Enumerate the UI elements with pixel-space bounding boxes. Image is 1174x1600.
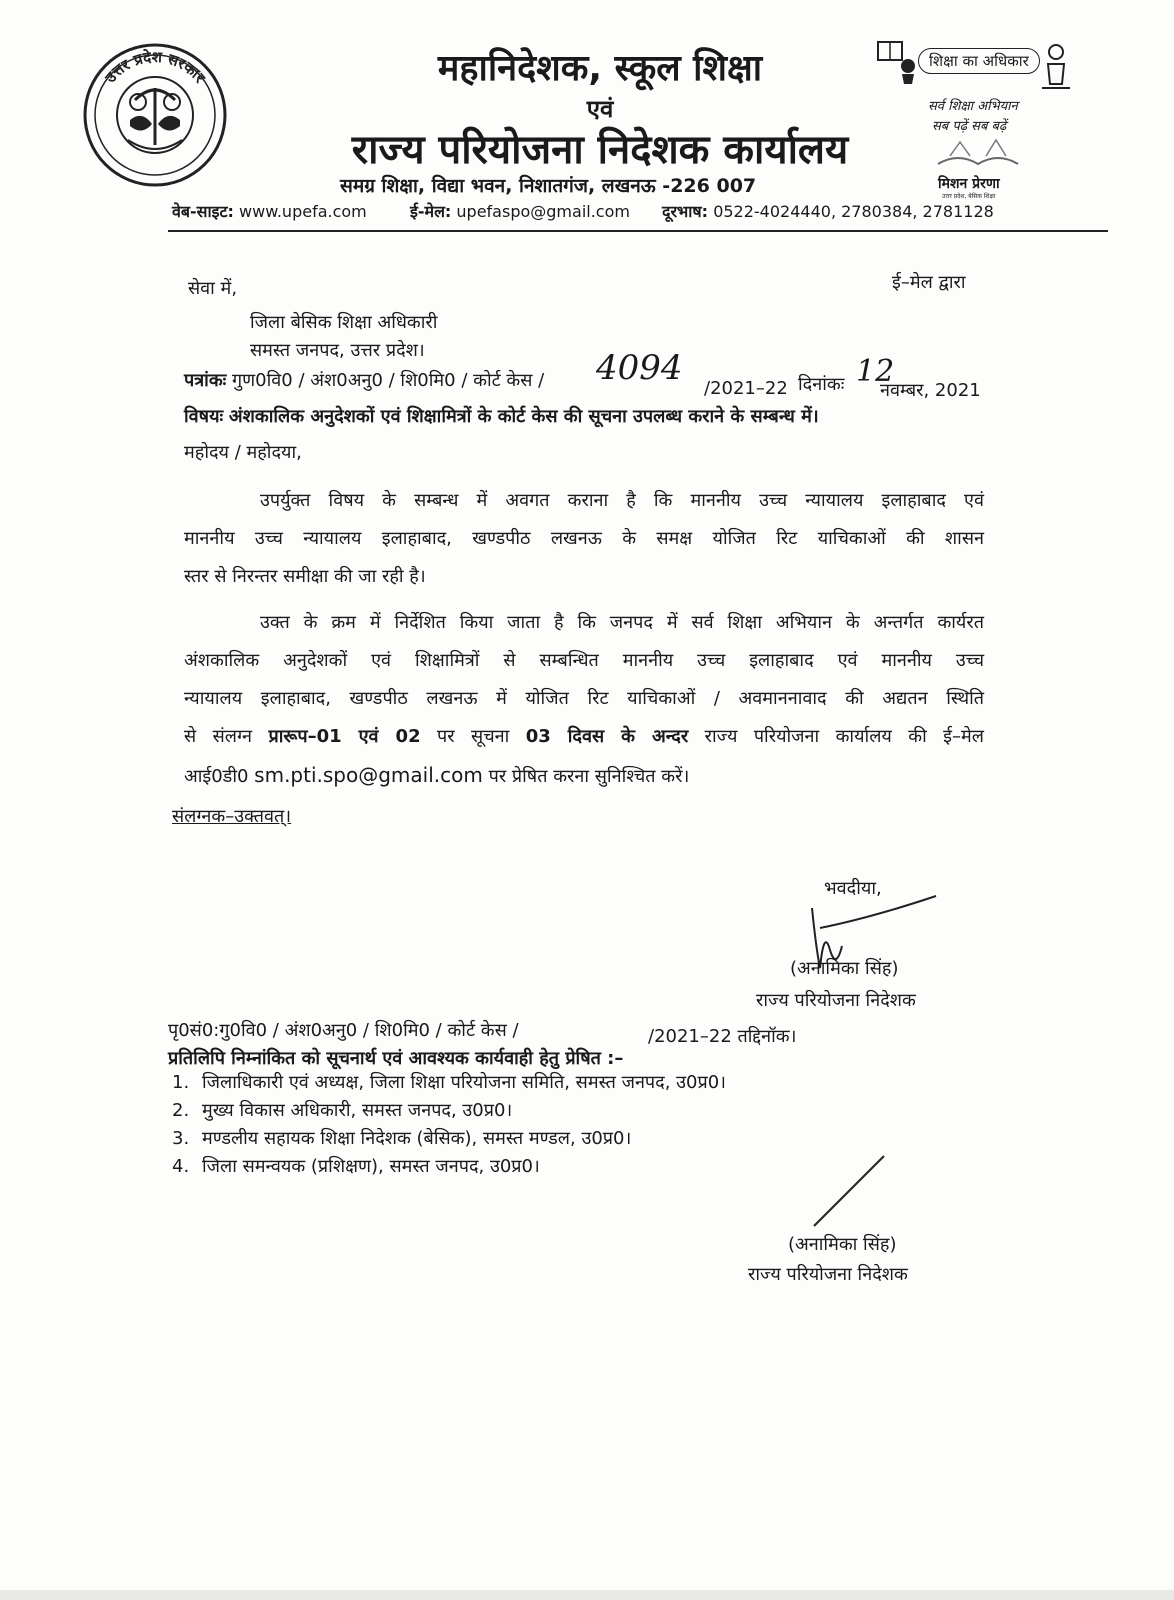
list-item — [172, 1070, 726, 1098]
phone-number: 0522-4024440, 2780384, 2781128 — [713, 202, 994, 221]
submission-email-link[interactable]: sm.pti.spo@gmail.com — [254, 763, 483, 787]
para2-line4-c: पर सूचना — [437, 726, 510, 747]
via-email-note: ई–मेल द्वारा — [892, 272, 966, 293]
paragraph-2 — [184, 604, 984, 796]
para2-line2: अंशकालिक अनुदेशकों एवं शिक्षामित्रों से सम्बन्धित माननीय उच्च इलाहाबाद एवं माननीय उच्च — [184, 650, 984, 671]
copy-recipient-list — [172, 1070, 726, 1182]
item-number: 3. — [172, 1128, 190, 1149]
ssa-motto: सब पढ़ें सब बढ़ें — [932, 119, 1007, 134]
para2-line5 — [184, 756, 984, 796]
para2-line4-e: राज्य परियोजना कार्यालय की ई–मेल — [704, 726, 984, 747]
email-label: ई-मेल: — [410, 202, 452, 221]
item-number: 4. — [172, 1156, 190, 1177]
mission-sub: उत्तर प्रदेश, बेसिक शिक्षा — [942, 193, 996, 200]
deadline: 03 दिवस के अन्दर — [525, 726, 689, 747]
office-address: समग्र शिक्षा, विद्या भवन, निशातगंज, लखनऊ -226 007 — [340, 175, 757, 197]
date-rest: नवम्बर, 2021 — [880, 380, 981, 401]
office-title-line1: महानिदेशक, स्कूल शिक्षा — [437, 48, 763, 89]
list-item — [172, 1098, 726, 1126]
website-link[interactable]: www.upefa.com — [239, 202, 367, 221]
item-text: मुख्य विकास अधिकारी, समस्त जनपद, उ0प्र0। — [202, 1100, 513, 1121]
para2-line5-c: पर प्रेषित करना सुनिश्चित करें। — [488, 766, 690, 787]
para1-line2: माननीय उच्च न्यायालय इलाहाबाद, खण्डपीठ लखनऊ के समक्ष योजित रिट याचिकाओं की शासन — [184, 528, 984, 549]
copy-ref-b: /2021–22 तद्दिनॉक। — [648, 1026, 797, 1047]
item-text: जिला समन्वयक (प्रशिक्षण), समस्त जनपद, उ0प्र0। — [202, 1156, 540, 1177]
phone-label: दूरभाष: — [662, 202, 709, 221]
website-label: वेब-साइट: — [172, 202, 234, 221]
office-title-line3: राज्य परियोजना निदेशक कार्यालय — [351, 127, 849, 173]
list-item — [172, 1126, 726, 1154]
ref-year: /2021–22 — [704, 378, 788, 399]
reference-line — [184, 368, 544, 392]
date-day-handwritten: 12 — [856, 354, 895, 389]
to-line1: जिला बेसिक शिक्षा अधिकारी — [250, 312, 438, 333]
ref-text: गुण0वि0 / अंश0अनु0 / शि0मि0 / कोर्ट केस / — [232, 370, 545, 391]
salutation: महोदय / महोदया, — [184, 442, 302, 463]
ref-number-handwritten: 4094 — [596, 348, 683, 388]
to-line2: समस्त जनपद, उत्तर प्रदेश। — [250, 340, 425, 361]
website-contact — [172, 200, 367, 222]
scan-bottom-edge — [0, 1590, 1174, 1600]
to-label: सेवा में, — [188, 278, 238, 299]
para1-line3: स्तर से निरन्तर समीक्षा की जा रही है। — [184, 566, 426, 587]
closing: भवदीया, — [824, 878, 882, 899]
right-logo-block — [872, 36, 1072, 200]
paragraph-1 — [184, 482, 984, 596]
para2-line4-a: से संलग्न — [184, 726, 253, 747]
book-child-icon — [872, 36, 920, 86]
subject-text: अंशकालिक अनुदेशकों एवं शिक्षामित्रों के कोर्ट केस की सूचना उपलब्ध कराने के सम्बन्ध में। — [228, 406, 819, 427]
copy-ref-a: पृ0सं0:गु0वि0 / अंश0अनु0 / शि0मि0 / कोर्ट केस / — [168, 1020, 519, 1041]
email-link[interactable]: upefaspo@gmail.com — [456, 202, 630, 221]
ssa-campaign: सर्व शिक्षा अभियान — [928, 99, 1018, 114]
office-title-line2: एवं — [586, 95, 614, 123]
rte-tagline: शिक्षा का अधिकार — [918, 48, 1040, 74]
para1-line1: उपर्युक्त विषय के सम्बन्ध में अवगत कराना है कि माननीय उच्च न्यायालय इलाहाबाद एवं — [260, 490, 984, 511]
signer-name-2: (अनामिका सिंह) — [788, 1234, 897, 1255]
copy-heading: प्रतिलिपि निम्नांकित को सूचनार्थ एवं आवश्यक कार्यवाही हेतु प्रेषित :– — [168, 1048, 624, 1069]
mission-book-icon — [930, 134, 1026, 170]
seal-text: उत्तर प्रदेश सरकार — [101, 47, 209, 87]
item-number: 1. — [172, 1072, 190, 1093]
list-item — [172, 1154, 726, 1182]
subject-label: विषयः — [184, 406, 224, 427]
mission-prerna: मिशन प्रेरणा — [938, 176, 1000, 192]
para2-line5-a: आई0डी0 — [184, 766, 249, 787]
item-number: 2. — [172, 1100, 190, 1121]
date-label: दिनांकः — [798, 374, 845, 395]
svg-text:उत्तर प्रदेश सरकार — [101, 48, 210, 87]
phone-contact — [662, 200, 994, 222]
up-government-seal — [80, 40, 230, 190]
email-contact — [410, 200, 630, 222]
signer-title-2: राज्य परियोजना निदेशक — [748, 1264, 908, 1285]
para2-line1: उक्त के क्रम में निर्देशित किया जाता है कि जनपद में सर्व शिक्षा अभियान के अन्तर्गत कार्यरत — [260, 612, 984, 633]
enclosure-note: संलग्नक–उक्तवत्। — [172, 806, 292, 827]
para2-line4 — [184, 718, 984, 756]
ref-label: पत्रांकः — [184, 370, 227, 391]
signer-name-1: (अनामिका सिंह) — [790, 958, 899, 979]
item-text: मण्डलीय सहायक शिक्षा निदेशक (बेसिक), समस्त मण्डल, उ0प्र0। — [202, 1128, 632, 1149]
signer-title-1: राज्य परियोजना निदेशक — [756, 990, 916, 1011]
item-text: जिलाधिकारी एवं अध्यक्ष, जिला शिक्षा परियोजना समिति, समस्त जनपद, उ0प्र0। — [202, 1072, 726, 1093]
pencil-child-icon — [1040, 42, 1072, 92]
para2-line3: न्यायालय इलाहाबाद, खण्डपीठ लखनऊ में योजित रिट याचिकाओं / अवमाननावाद की अद्यतन स्थिति — [184, 688, 984, 709]
subject-line — [184, 404, 819, 428]
format-reference: प्रारूप–01 एवं 02 — [268, 726, 421, 747]
header-divider — [168, 230, 1108, 232]
signature-2 — [808, 1152, 888, 1232]
